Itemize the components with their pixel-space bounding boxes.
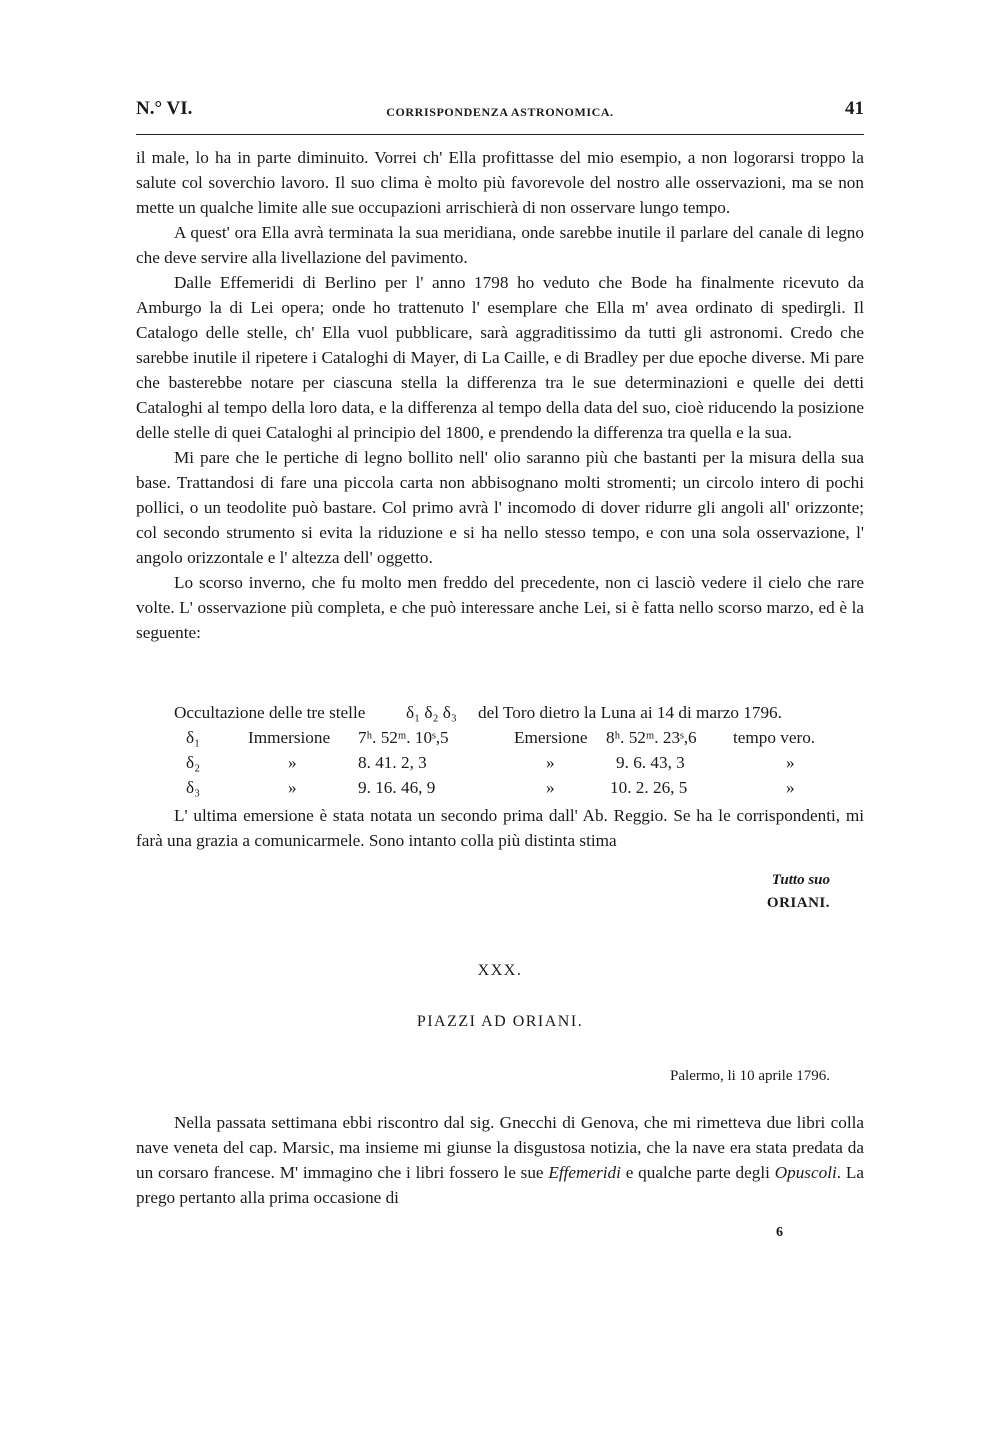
occultation-intro-b: del Toro dietro la Luna ai 14 di marzo 1796. — [478, 703, 782, 722]
row-note: » — [786, 778, 795, 797]
dateline: Palermo, li 10 aprile 1796. — [670, 1068, 830, 1084]
letter-text-a: Nella passata settimana ebbi riscontro dal sig. Gnecchi di Genova, che mi rimetteva due libri colla nave veneta del cap. Marsic, ma insieme mi giunse la disgustosa notizia, che la nave era stata predata da un corsaro francese. M' immagino che i libri fossero le sue — [136, 1113, 864, 1182]
table-row — [136, 778, 864, 803]
paragraph-4: Mi pare che le pertiche di legno bollito nell' olio saranno più che bastanti per la misura della sua base. Trattandosi di fare una piccola carta non abbisognano molti stromenti; un circolo intero di pochi pollici, o un teodolite può bastare. Col primo avrà l' incomodo di dover ridurre gli angoli all' orizzonte; col secondo strumento si evita la riduzione e si ha nello stesso tempo, e con una sola osservazione, l' angolo orizzontale e l' altezza dell' oggetto. — [136, 448, 864, 567]
emersion-time: 10. 2. 26, 5 — [610, 778, 688, 797]
paragraph-2: A quest' ora Ella avrà terminata la sua meridiana, onde sarebbe inutile il parlare del canale di legno che deve servire alla livellazione del pavimento. — [136, 223, 864, 267]
immersion-label: » — [288, 753, 297, 772]
table-row — [136, 728, 864, 753]
immersion-time: 8. 41. 2, 3 — [358, 753, 427, 772]
occultation-intro-a: Occultazione delle tre stelle — [174, 703, 366, 722]
paragraph-5: Lo scorso inverno, che fu molto men freddo del precedente, non ci lasciò vedere il cielo che rare volte. L' osservazione più completa, e che può interessare anche Lei, si è fatta nello scorso marzo, ed è la seguente: — [136, 573, 864, 642]
signature-name: ORIANI. — [766, 895, 830, 911]
immersion-label: Immersione — [248, 728, 331, 747]
header-rule — [136, 134, 864, 135]
paragraph-1: il male, lo ha in parte diminuito. Vorrei ch' Ella profittasse del mio esempio, a non logorarsi troppo la salute col soverchio lavoro. Il suo clima è molto più favorevole del nostro alle osservazioni, ma se non mette un qualche limite alle sue occupazioni arrischierà di non osservare lungo tempo. — [136, 148, 864, 217]
issue-number: N.° VI. — [136, 98, 193, 119]
row-note: » — [786, 753, 795, 772]
immersion-label: » — [288, 778, 297, 797]
star-label: δ₁ — [186, 728, 201, 747]
closing-paragraph: L' ultima emersione è stata notata un secondo prima dall' Ab. Reggio. Se ha le corrispondenti, mi farà una grazia a comunicarmele. Sono intanto colla più distinta stima — [136, 806, 864, 850]
occultation-block — [136, 703, 864, 803]
emersion-label: Emersione — [514, 728, 588, 747]
page-number: 41 — [845, 98, 864, 119]
table-row — [136, 753, 864, 778]
emersion-time: 9. 6. 43, 3 — [616, 753, 685, 772]
letter-text-b: e qualche parte degli — [620, 1163, 775, 1182]
immersion-time: 9. 16. 46, 9 — [358, 778, 436, 797]
running-header — [136, 96, 864, 126]
star-label: δ₃ — [186, 778, 201, 797]
emersion-label: » — [546, 753, 555, 772]
section-number: XXX. — [477, 962, 523, 979]
paragraph-3: Dalle Effemeridi di Berlino per l' anno 1798 ho veduto che Bode ha finalmente ricevuto da Amburgo la di Lei opera; onde ho trattenuto l' esemplare che Ella m' avea ordinato di spedirgli. Il Catalogo delle stelle, ch' Ella vuol pubblicare, sarà aggraditissimo da tutti gli astronomi. Credo che sarebbe inutile il ripetere i Cataloghi di Mayer, di La Caille, e di Bradley per due epoche diverse. Mi pare che basterebbe notare per ciascuna stella la differenza tra le sue determinazioni e quelle dei detti Cataloghi al tempo della loro data, e la differenza al tempo della data del suo, cioè riducendo la posizione delle stelle di quei Cataloghi al principio del 1800, e prendendo la differenza tra quella e la sua. — [136, 273, 864, 442]
occultation-intro — [136, 703, 864, 728]
row-note: tempo vero. — [733, 728, 816, 747]
signature — [767, 872, 830, 912]
star-label: δ₂ — [186, 753, 201, 772]
signature-mark: 6 — [776, 1225, 783, 1240]
running-title: CORRISPONDENZA ASTRONOMICA. — [386, 105, 614, 119]
immersion-time: 7ʰ. 52ᵐ. 10ˢ,5 — [358, 728, 449, 747]
letter-body-top — [136, 145, 864, 645]
signature-salutation: Tutto suo — [771, 872, 830, 888]
letter-text-c: . La prego pertanto alla prima occasione di — [136, 1163, 864, 1207]
opuscoli-title: Opuscoli — [774, 1163, 837, 1182]
effemeridi-title: Effemeridi — [548, 1163, 621, 1182]
letter-body-bottom — [136, 1110, 864, 1210]
section-title: PIAZZI AD ORIANI. — [416, 1013, 584, 1030]
occultation-stars: δ₁ δ₂ δ₃ — [406, 703, 457, 722]
emersion-label: » — [546, 778, 555, 797]
emersion-time: 8ʰ. 52ᵐ. 23ˢ,6 — [606, 728, 697, 747]
letter-paragraph — [136, 1110, 864, 1210]
letter-closing — [136, 803, 864, 853]
